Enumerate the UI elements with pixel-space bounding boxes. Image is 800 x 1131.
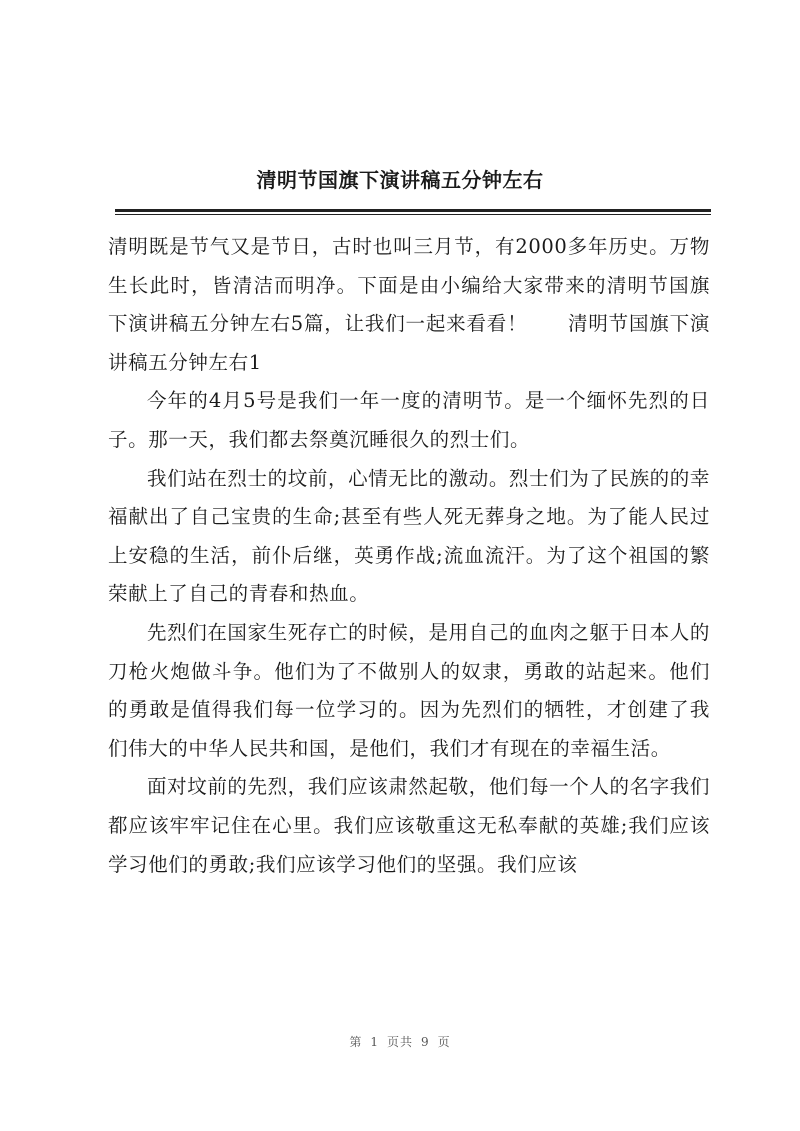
page-footer [0,1033,800,1050]
title-divider-thick [115,209,711,212]
paragraph: 今年的4月5号是我们一年一度的清明节。是一个缅怀先烈的日子。那一天，我们都去祭奠沉睡很久的烈士们。 [108,389,710,451]
footer-current-page: 1 [370,1035,379,1049]
footer-total-pages: 9 [421,1035,430,1049]
footer-label-middle: 页共 [386,1035,413,1049]
paragraph: 先烈们在国家生死存亡的时候，是用自己的血肉之躯于日本人的刀枪火炮做斗争。他们为了不做别人的奴隶，勇敢的站起来。他们的勇敢是值得我们每一位学习的。因为先烈们的牺牲，才创建了我们伟大的中华人民共和国，是他们，我们才有现在的幸福生活。 [108,620,710,760]
document-title: 清明节国旗下演讲稿五分钟左右 [256,168,544,192]
document-body [108,228,710,884]
paragraph: 我们站在烈士的坟前，心情无比的激动。烈士们为了民族的的幸福献出了自己宝贵的生命;甚至有些人死无葬身之地。为了能人民过上安稳的生活，前仆后继，英勇作战;流血流汗。为了这个祖国的繁荣献上了自己的青春和热血。 [108,466,710,606]
paragraph-intro: 清明既是节气又是节日，古时也叫三月节，有2000多年历史。万物生长此时，皆清洁而明净。下面是由小编给大家带来的清明节国旗下演讲稿五分钟左右5篇，让我们一起来看看！ 清明节国旗下演讲稿五分钟左右1 [108,235,710,374]
title-divider-thin [115,214,711,215]
footer-label-before: 第 [349,1035,363,1049]
footer-label-after: 页 [437,1035,451,1049]
paragraph: 面对坟前的先烈，我们应该肃然起敬，他们每一个人的名字我们都应该牢牢记住在心里。我们应该敬重这无私奉献的英雄;我们应该学习他们的勇敢;我们应该学习他们的坚强。我们应该 [108,775,710,876]
